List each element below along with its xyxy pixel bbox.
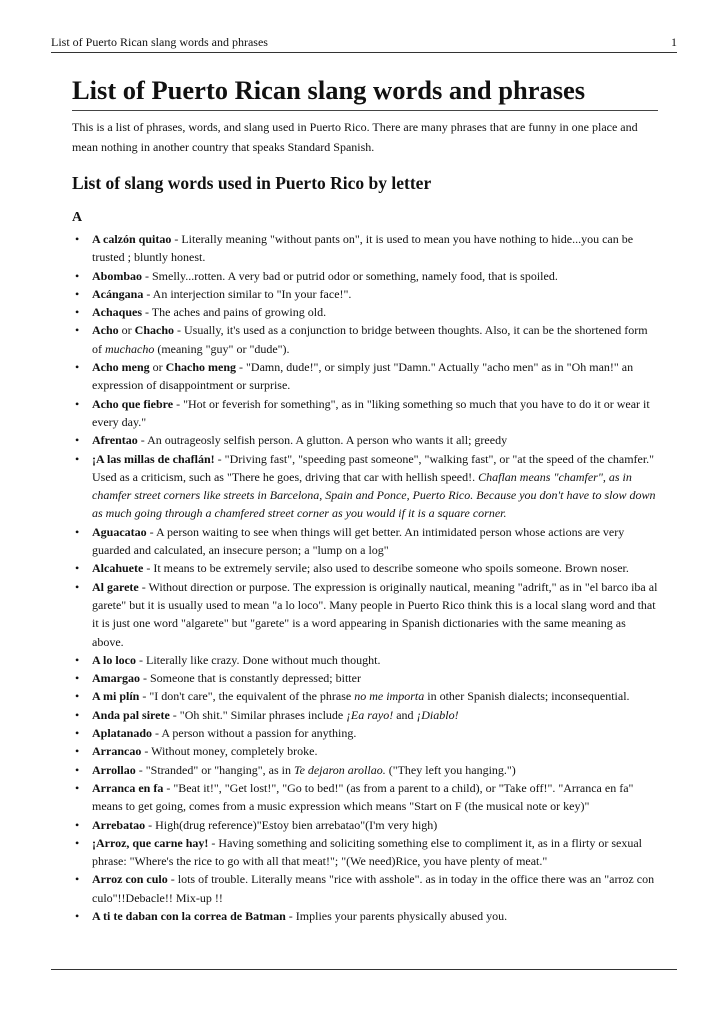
definition: - The aches and pains of growing old. — [142, 305, 327, 320]
definition: - Someone that is constantly depressed; bitter — [140, 671, 361, 686]
slang-term: A ti te daban con la correa de Batman — [92, 908, 286, 923]
definition: - "Beat it!", "Get lost!", "Go to bed!" (as from a parent to a child), or "Take off!". "Arranca en fa" means to get going, comes from a music expression which means "Start on F (the musical note or key)" — [92, 780, 634, 814]
slang-term: Alcahuete — [92, 561, 144, 576]
slang-term: Acho — [92, 323, 119, 338]
list-item — [72, 267, 658, 285]
slang-term: Arroz con culo — [92, 872, 168, 887]
slang-term: A calzón quitao — [92, 232, 172, 246]
bullet-icon: • — [75, 268, 80, 283]
definition: - "Stranded" or "hanging", as in — [135, 762, 295, 777]
page-header — [51, 32, 677, 53]
list-item — [72, 834, 658, 871]
bullet-icon: • — [75, 817, 80, 832]
slang-term: Abombao — [92, 268, 143, 283]
emphasis: Te dejaron arollao. — [294, 762, 386, 777]
list-item — [72, 230, 658, 267]
slang-term: Acho meng — [92, 360, 150, 375]
bullet-icon: • — [75, 524, 80, 539]
definition: - An outrageosly selfish person. A glutton. A person who wants it all; greedy — [137, 433, 508, 448]
bullet-icon: • — [75, 908, 80, 923]
definition: - Literally like crazy. Done without much thought. — [136, 652, 381, 667]
slang-term: Aguacatao — [92, 524, 147, 539]
bullet-icon: • — [75, 671, 80, 686]
list-item — [72, 742, 658, 760]
list-item — [72, 395, 658, 432]
bullet-icon: • — [75, 744, 80, 759]
definition: - Without money, completely broke. — [141, 744, 318, 759]
bullet-icon: • — [75, 872, 80, 887]
bullet-icon: • — [75, 232, 80, 246]
definition: - It means to be extremely servile; also used to describe someone who spoils someone. Brown noser. — [143, 561, 629, 576]
definition: - Smelly...rotten. A very bad or putrid odor or something, namely food, that is spoiled. — [142, 268, 558, 283]
list-item — [72, 669, 658, 687]
definition-cont: in other Spanish dialects; inconsequential. — [424, 689, 630, 704]
slang-term: Arrancao — [92, 744, 142, 759]
bullet-icon: • — [75, 835, 80, 850]
list-item — [72, 321, 658, 358]
bullet-icon: • — [75, 689, 80, 704]
bullet-icon: • — [75, 780, 80, 795]
intro-paragraph: This is a list of phrases, words, and slang used in Puerto Rico. There are many phrases that are funny in one place and mean nothing in another country that speaks Standard Spanish. — [72, 120, 638, 154]
list-item — [72, 816, 658, 834]
definition: - Usually, it's used as a conjunction to bridge between thoughts. Also, it can be the shortened form of — [92, 323, 648, 356]
slang-term: Amargao — [92, 671, 140, 686]
emphasis: Chaflan means "chamfer", as in chamfer street corners like streets in Barcelona, Spain and Ponce, Puerto Rico. Because you don't have to slow down as much going through a chamfered street corner as you would if it is a square corner. — [92, 469, 656, 521]
definition: - lots of trouble. Literally means "rice with asshole". as in today in the office there was an "arroz con culo"!!Debacle!! Mix-up !! — [92, 872, 655, 905]
slang-term: A mi plín — [92, 689, 140, 704]
list-item — [72, 687, 658, 705]
bullet-icon: • — [75, 323, 80, 338]
list-item — [72, 431, 658, 449]
footer-rule — [51, 969, 677, 970]
slang-term-alt: Chacho meng — [165, 360, 237, 375]
list-item — [72, 285, 658, 303]
bullet-icon: • — [75, 451, 80, 466]
list-item — [72, 724, 658, 742]
slang-term-alt: Chacho — [134, 323, 175, 338]
list-item — [72, 651, 658, 669]
emphasis: no me importa — [354, 689, 425, 704]
list-item — [72, 779, 658, 816]
slang-term: Aplatanado — [92, 726, 153, 741]
bullet-icon: • — [75, 652, 80, 667]
slang-term: Arrebatao — [92, 817, 146, 832]
list-item — [72, 303, 658, 321]
slang-term: Achaques — [92, 305, 143, 320]
slang-term: Arranca en fa — [92, 780, 164, 795]
definition: - A person waiting to see when things will get better. An intimidated person whose actions are very guarded and calculated, an insecure person; a "lump on a log" — [92, 524, 625, 558]
definition: - Without direction or purpose. The expression is originally nautical, meaning "adrift," as in "el barco iba al garete" but it is usually used to mean "a lo loco". Many people in Puerto Rico think this is a local slang word and that it is just one word "algarete" but "garete" is a word appearing in Spanish dictionaries with the same meaning as above. — [92, 579, 658, 649]
bullet-icon: • — [75, 561, 80, 576]
bullet-icon: • — [75, 360, 80, 375]
conjunction: or — [149, 360, 166, 375]
slang-term: Acángana — [92, 286, 144, 301]
definition: - A person without a passion for anything. — [152, 726, 357, 741]
definition: - Literally meaning "without pants on", it is used to mean you have nothing to hide...you can be trusted ; bluntly honest. — [92, 232, 634, 265]
bullet-icon: • — [75, 305, 80, 320]
list-item — [72, 907, 658, 925]
bullet-icon: • — [75, 762, 80, 777]
letter-heading: A — [72, 210, 83, 225]
running-title: List of Puerto Rican slang words and phrases — [51, 35, 268, 49]
emphasis: muchacho — [105, 341, 155, 356]
list-item — [72, 559, 658, 577]
article — [72, 70, 658, 925]
list-item — [72, 870, 658, 907]
bullet-icon: • — [75, 396, 80, 411]
slang-term: ¡Arroz, que carne hay! — [92, 835, 209, 850]
page-title: List of Puerto Rican slang words and phrases — [72, 70, 658, 111]
definition-cont: ("They left you hanging.") — [385, 762, 516, 777]
bullet-icon: • — [75, 433, 80, 448]
definition: - "Oh shit." Similar phrases include — [169, 707, 347, 722]
slang-term: Afrentao — [92, 433, 138, 448]
definition-cont: (meaning "guy" or "dude"). — [154, 341, 290, 356]
slang-term: Anda pal sirete — [92, 707, 170, 722]
list-item — [72, 523, 658, 560]
slang-term: Al garete — [92, 579, 139, 594]
list-item — [72, 450, 658, 523]
page-number: 1 — [671, 35, 677, 49]
bullet-icon: • — [75, 579, 80, 594]
definition: - Having something and soliciting something else to compliment it, as in a flirty or sexual phrase: "Where's the rice to go with all that meat!"; "(We need)Rice, you have plenty of meat." — [92, 835, 643, 869]
bullet-icon: • — [75, 726, 80, 741]
list-item — [72, 706, 658, 724]
section-heading: List of slang words used in Puerto Rico by letter — [72, 173, 432, 193]
list-item — [72, 578, 658, 651]
slang-list — [72, 230, 658, 925]
bullet-icon: • — [75, 286, 80, 301]
definition: - "I don't care", the equivalent of the phrase — [139, 689, 355, 704]
conjunction: or — [118, 323, 135, 338]
emphasis-alt: ¡Diablo! — [416, 707, 459, 722]
definition: - "Hot or feverish for something", as in "liking something so much that you have to do it or wear it every day." — [92, 396, 650, 429]
definition: - "Damn, dude!", or simply just "Damn." Actually "acho men" as in "Oh man!" an expression of disappointment or surprise. — [92, 360, 634, 393]
slang-term: Acho que fiebre — [92, 396, 174, 411]
definition: - An interjection similar to "In your face!". — [143, 286, 352, 301]
definition: - High(drug reference)"Estoy bien arrebatao"(I'm very high) — [145, 817, 438, 832]
slang-term: Arrollao — [92, 762, 136, 777]
emphasis: ¡Ea rayo! — [346, 707, 394, 722]
definition-cont: and — [393, 707, 417, 722]
definition: - Implies your parents physically abused you. — [285, 908, 508, 923]
list-item — [72, 761, 658, 779]
bullet-icon: • — [75, 707, 80, 722]
slang-term: ¡A las millas de chaflán! — [92, 451, 215, 466]
list-item — [72, 358, 658, 395]
definition: - "Driving fast", "speeding past someone", "walking fast", or "at the speed of the chamfer." Used as a criticism, such as "There he goes, driving that car with hellish speed!. — [92, 451, 655, 484]
slang-term: A lo loco — [92, 652, 136, 667]
